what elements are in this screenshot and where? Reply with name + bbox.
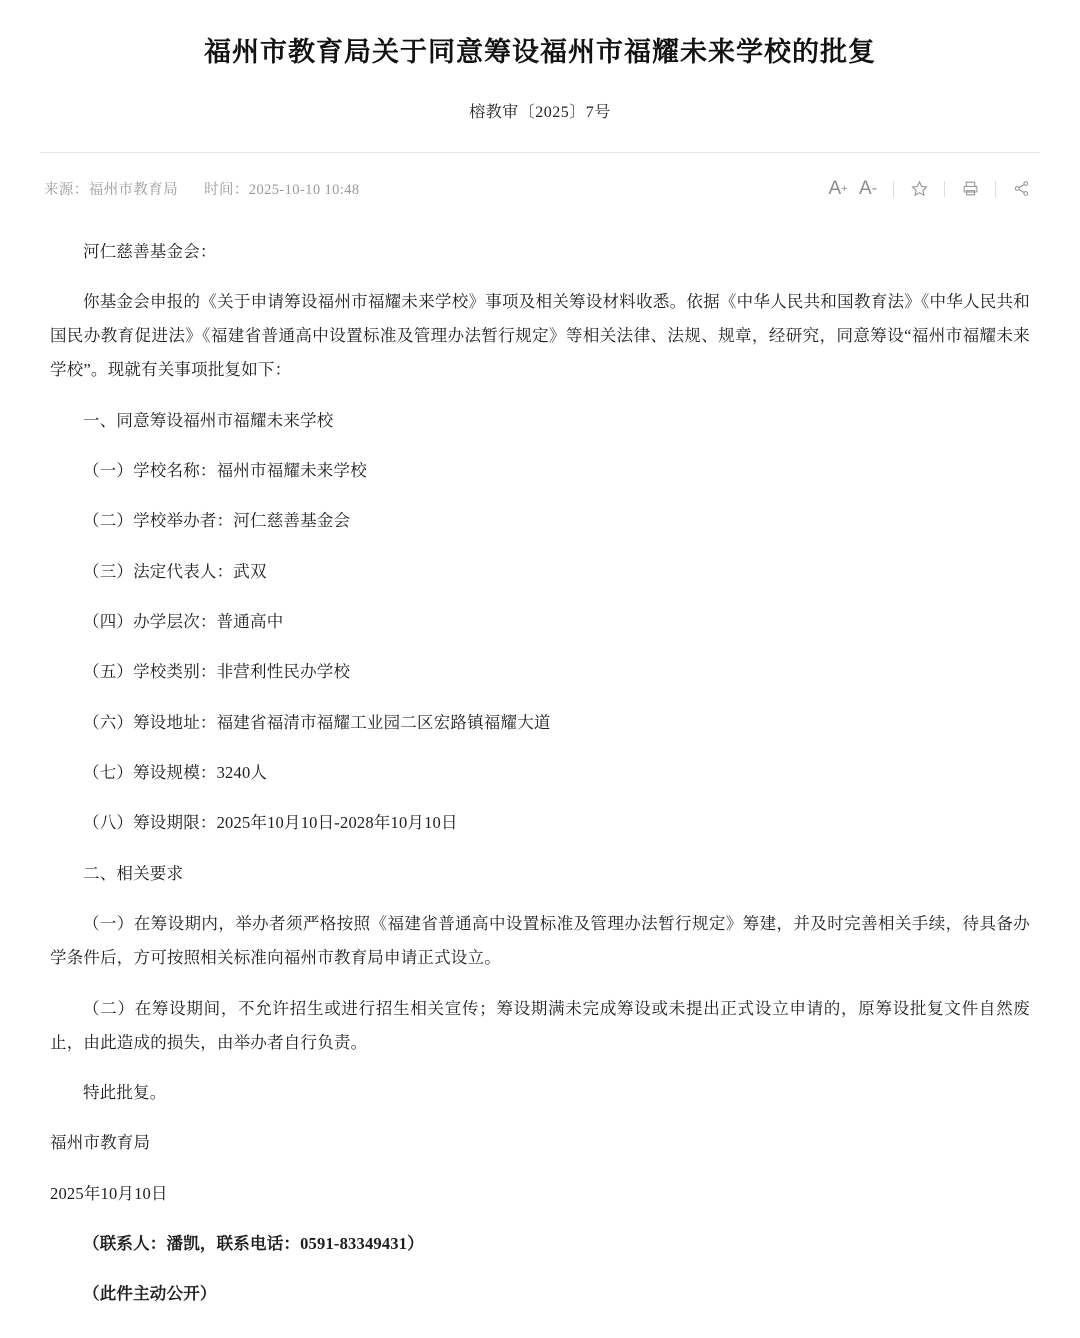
font-decrease-button[interactable]	[853, 176, 883, 202]
printer-icon[interactable]	[955, 176, 985, 202]
document-toolbar	[823, 176, 1036, 202]
contact-line: （联系人：潘凯，联系电话：0591-83349431）	[83, 1234, 424, 1254]
toolbar-divider-3	[995, 181, 996, 197]
time-label: 时间：2025-10-10 10:48	[204, 182, 360, 198]
section-one-heading: 一、同意筹设福州市福耀未来学校	[83, 410, 334, 430]
list-item: （四）办学层次：普通高中	[83, 612, 284, 631]
signature-date: 2025年10月10日	[50, 1183, 168, 1203]
toolbar-divider-2	[944, 181, 945, 197]
requirement-item: （二）在筹设期间，不允许招生或进行招生相关宣传；筹设期满未完成筹设或未提出正式设立申请的，原筹设批复文件自然废止，由此造成的损失，由举办者自行负责。	[50, 998, 1030, 1052]
meta-bar	[40, 153, 1040, 209]
list-item: （七）筹设规模：3240人	[83, 762, 268, 782]
intro-paragraph: 你基金会申报的《关于申请筹设福州市福耀未来学校》事项及相关筹设材料收悉。依据《中华人民共和国教育法》《中华人民共和国民办教育促进法》《福建省普通高中设置标准及管理办法暂行规定》等相关法律、法规、规章，经研究，同意筹设“福州市福耀未来学校”。现就有关事项批复如下：	[50, 291, 1030, 380]
font-increase-sup: +	[841, 182, 848, 195]
section-two-heading: 二、相关要求	[83, 863, 184, 883]
font-increase-button[interactable]	[823, 176, 853, 202]
list-item: （八）筹设期限：2025年10月10日-2028年10月10日	[83, 813, 458, 833]
list-item: （六）筹设地址：福建省福清市福耀工业园二区宏路镇福耀大道	[83, 712, 551, 732]
star-icon[interactable]	[904, 176, 934, 202]
document-body	[40, 209, 1040, 1338]
list-item: （二）学校举办者：河仁慈善基金会	[83, 511, 351, 531]
font-increase-label: A	[828, 177, 842, 199]
closing-line: 特此批复。	[83, 1083, 167, 1103]
salutation: 河仁慈善基金会：	[83, 241, 217, 261]
font-decrease-label: A	[859, 177, 872, 199]
list-item: （一）学校名称：福州市福耀未来学校	[83, 461, 367, 481]
signature-organization: 福州市教育局	[50, 1133, 151, 1153]
share-icon[interactable]	[1006, 176, 1036, 202]
meta-info	[44, 178, 360, 199]
disclosure-line: （此件主动公开）	[83, 1284, 217, 1304]
requirement-item: （一）在筹设期内，举办者须严格按照《福建省普通高中设置标准及管理办法暂行规定》筹建，并及时完善相关手续，待具备办学条件后，方可按照相关标准向福州市教育局申请正式设立。	[50, 913, 1030, 968]
source-label: 来源：福州市教育局	[44, 182, 179, 198]
list-item: （三）法定代表人：武双	[83, 561, 267, 581]
list-item: （五）学校类别：非营利性民办学校	[83, 662, 351, 682]
page-title: 福州市教育局关于同意筹设福州市福耀未来学校的批复	[204, 37, 876, 67]
document-page	[0, 20, 1080, 1338]
document-number: 榕教审〔2025〕7号	[469, 103, 611, 121]
font-decrease-sup: -	[871, 179, 877, 197]
toolbar-divider	[893, 181, 894, 197]
